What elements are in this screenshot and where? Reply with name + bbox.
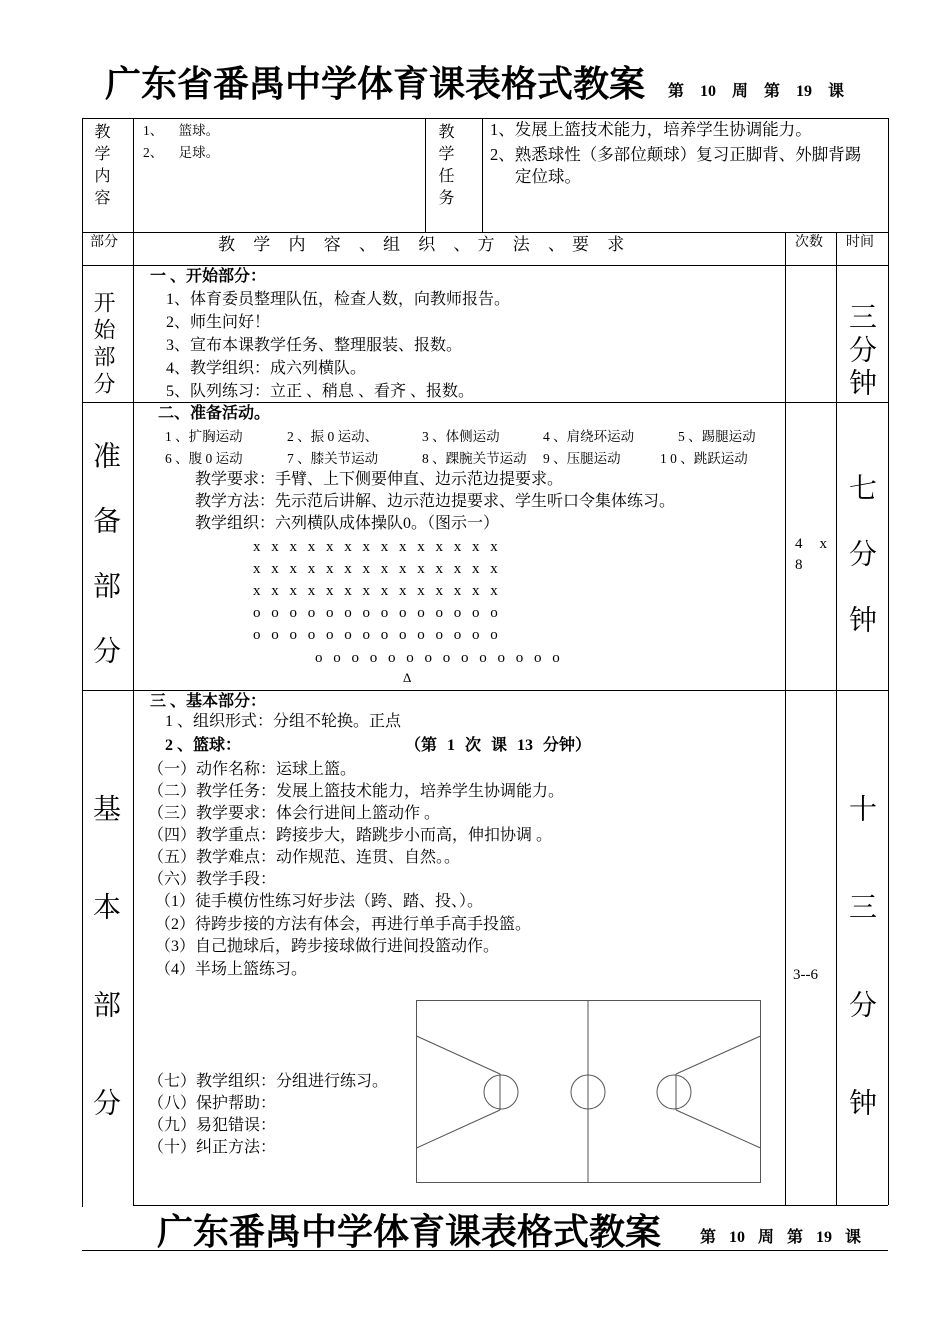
column-header-content: 教 学 内 容 、组 织 、方 法 、要 求: [218, 235, 632, 254]
count-basic: 3--6: [793, 967, 818, 983]
week-lesson-label: 第 10 周 第 19 课: [668, 83, 845, 100]
basic-point: （五）教学难点：动作规范、连贯、自然。。: [148, 849, 461, 866]
start-line: 5、队列练习：立正 、稍息 、看齐 、报数。: [166, 383, 475, 400]
basketball-court-diagram: [416, 1000, 762, 1184]
table-grid-line: [82, 232, 888, 233]
court-right-key-line: [676, 1036, 761, 1074]
section-heading-basic: 三 、基本部分：: [150, 693, 267, 710]
section-label-basic: 基本部分: [89, 794, 120, 1186]
exercise-item: 7 、膝关节运动: [287, 451, 379, 466]
content-item: 2、 足球。: [143, 145, 220, 160]
start-line: 4、教学组织：成六列横队。: [166, 360, 367, 377]
exercise-item: 1 、扩胸运动: [165, 429, 243, 444]
basic-notes: [148, 1071, 388, 1159]
warmup-line: 教学组织：六列横队成体操队0。（图示一）: [195, 515, 500, 532]
formation-row-students-x: x x x x x x x x x x x x x x: [253, 539, 498, 555]
task-item: 2、熟悉球性（多部位颠球）复习正脚背、外脚背踢定位球。: [490, 145, 862, 186]
basic-method: （4）半场上篮练习。: [155, 960, 308, 978]
basic-note: （八）保护帮助：: [148, 1095, 277, 1112]
content-item: 1、 篮球。: [143, 123, 220, 138]
table-grid-line: [888, 118, 889, 1205]
start-lines: [166, 288, 510, 403]
sport-title: 2 、篮球：: [165, 737, 242, 754]
formation-row-students-x: x x x x x x x x x x x x x x: [253, 561, 498, 577]
section-heading-start: 一 、开始部分：: [150, 268, 267, 285]
column-header-count: 次数: [795, 235, 823, 250]
table-grid-line: [133, 1205, 888, 1206]
court-left-key-line: [417, 1110, 501, 1148]
court-right-key-line: [676, 1110, 761, 1148]
basic-points: [148, 759, 564, 891]
count-warmup: 4 x 8: [795, 536, 827, 573]
formation-row-students-o: o o o o o o o o o o o o o o: [253, 627, 498, 643]
exercise-item: 8 、踝腕关节运动: [422, 451, 527, 466]
basic-note: （十）纠正方法：: [148, 1139, 277, 1156]
session-info: （第 1 次 课 13 分钟）: [405, 737, 592, 754]
footer-rule: [82, 1250, 888, 1251]
basic-point: （六）教学手段：: [148, 871, 277, 888]
footer-week-lesson-label: 第 10 周 第 19 课: [700, 1229, 862, 1246]
time-basic: 十三分钟: [845, 794, 876, 1186]
section-label-start: 开始部分: [91, 291, 116, 399]
basic-note: （九）易犯错误：: [148, 1117, 277, 1134]
basic-method: （2）待跨步接的方法有体会，再进行单手高手投篮。: [155, 915, 532, 933]
formation-row-students-o: o o o o o o o o o o o o o o: [253, 605, 498, 621]
time-start: 三分钟: [845, 302, 876, 401]
formation-row-students-x: x x x x x x x x x x x x x x: [253, 583, 498, 599]
table-grid-line: [836, 232, 837, 1205]
column-header-part: 部分: [90, 235, 118, 250]
exercise-item: 9 、压腿运动: [543, 451, 621, 466]
exercise-item: 6 、腹 0 运动: [165, 451, 243, 466]
teacher-marker: Δ: [403, 670, 412, 685]
basic-note: （七）教学组织：分组进行练习。: [148, 1073, 389, 1090]
warmup-lines: [195, 469, 675, 535]
basic-point: （二）教学任务：发展上篮技术能力，培养学生协调能力。: [148, 783, 565, 800]
basic-point: （一）动作名称：运球上篮。: [148, 761, 357, 778]
court-right-free-throw-circle: [657, 1075, 691, 1109]
start-line: 2、师生问好！: [166, 314, 271, 331]
time-warmup: 七分钟: [845, 473, 876, 671]
table-grid-line: [785, 232, 786, 1205]
table-grid-line: [133, 118, 134, 1205]
exercise-item: 5 、踢腿运动: [678, 429, 756, 444]
footer-title: 广东番禺中学体育课表格式教案: [157, 1212, 662, 1252]
warmup-line: 教学方法：先示范后讲解、边示范边提要求、学生听口令集体练习。: [195, 493, 676, 510]
table-grid-line: [425, 118, 426, 232]
exercise-item: 4 、肩绕环运动: [543, 429, 635, 444]
basic-method: （3）自己抛球后，跨步接球做行进间投篮动作。: [155, 938, 500, 955]
start-line: 1、体育委员整理队伍，检查人数，向教师报告。: [166, 291, 511, 308]
basic-point: （三）教学要求：体会行进间上篮动作 。: [148, 805, 441, 822]
basic-methods: [155, 891, 531, 981]
exercise-item: 2 、振 0 运动、: [287, 429, 379, 444]
section-heading-warmup: 二、准备活动。: [158, 405, 271, 422]
basic-point: （四）教学重点：跨接步大，踏跳步小而高，伸扣协调 。: [148, 827, 553, 844]
formation-row-students-o: o o o o o o o o o o o o o o: [315, 650, 560, 666]
page-title: 广东省番禺中学体育课表格式教案: [105, 64, 646, 104]
section-label-warmup: 准备部分: [89, 441, 120, 701]
basic-method: （1）徒手模仿性练习好步法（跨、踏、投、）。: [155, 893, 484, 910]
content-label: 教学内容: [92, 123, 109, 211]
table-grid-line: [82, 118, 83, 1207]
exercise-item: 1 0 、跳跃运动: [660, 451, 748, 466]
start-line: 3、宣布本课教学任务、整理服装、报数。: [166, 337, 463, 354]
court-left-key-line: [417, 1036, 501, 1074]
task-label: 教学任务: [436, 123, 453, 211]
task-item: 1、发展上篮技术能力，培养学生协调能力。: [490, 120, 812, 139]
table-grid-line: [482, 118, 483, 232]
organization-line: 1 、组织形式：分组不轮换。正点: [165, 713, 402, 730]
court-left-free-throw-circle: [484, 1075, 518, 1109]
warmup-line: 教学要求：手臂、上下侧要伸直、边示范边提要求。: [195, 471, 564, 488]
exercise-item: 3 、体侧运动: [422, 429, 500, 444]
content-items: [143, 120, 219, 164]
column-header-time: 时间: [846, 235, 874, 250]
